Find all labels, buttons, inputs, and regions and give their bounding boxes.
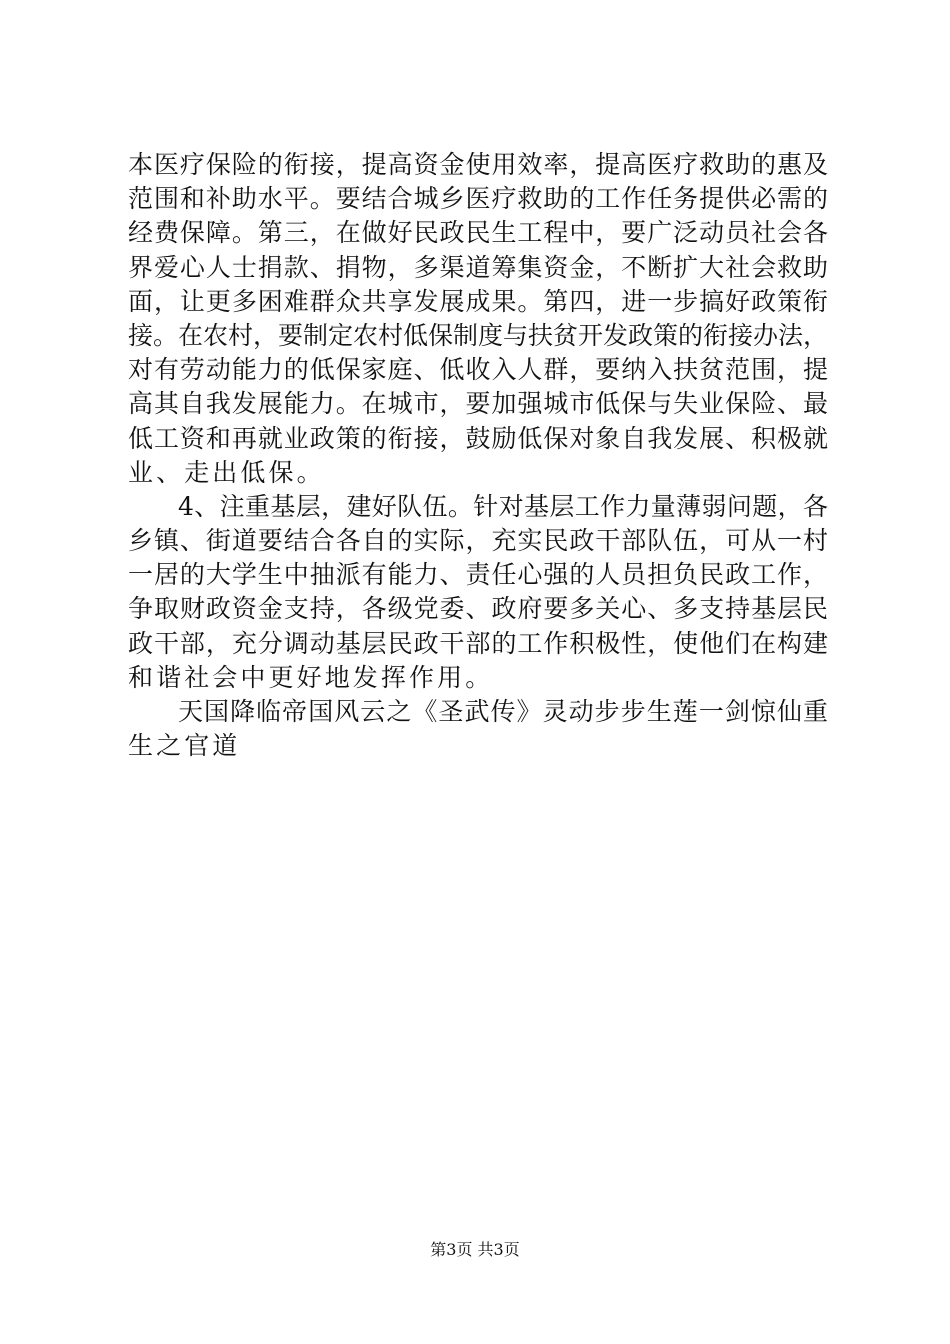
text-line: 范围和补助水平。要结合城乡医疗救助的工作任务提供必需的 — [128, 184, 828, 214]
body-text — [128, 148, 828, 763]
text-line: 业、走出低保。 — [128, 457, 325, 487]
text-line: 天国降临帝国风云之《圣武传》灵动步步生莲一剑惊仙重 — [178, 697, 828, 726]
text-line: 一居的大学生中抽派有能力、责任心强的人员担负民政工作， — [128, 560, 828, 590]
text-line: 高其自我发展能力。在城市，要加强城市低保与失业保险、最 — [128, 389, 828, 419]
text-line: 争取财政资金支持，各级党委、政府要多关心、多支持基层民 — [128, 594, 828, 624]
text-line: 乡镇、街道要结合各自的实际，充实民政干部队伍，可从一村 — [128, 526, 828, 556]
text-line: 本医疗保险的衔接，提高资金使用效率，提高医疗救助的惠及 — [128, 150, 828, 179]
text-line: 低工资和再就业政策的衔接，鼓励低保对象自我发展、积极就 — [128, 423, 828, 453]
page-number-footer: 第3页 共3页 — [430, 1240, 520, 1259]
text-line: 面，让更多困难群众共享发展成果。第四，进一步搞好政策衔 — [128, 286, 828, 316]
text-line: 4、注重基层，建好队伍。针对基层工作力量薄弱问题，各 — [178, 491, 828, 521]
text-line: 生之官道 — [128, 731, 241, 761]
text-line: 经费保障。第三，在做好民政民生工程中，要广泛动员社会各 — [128, 218, 828, 248]
text-line: 和谐社会中更好地发挥作用。 — [128, 662, 494, 692]
text-line: 对有劳动能力的低保家庭、低收入人群，要纳入扶贫范围，提 — [128, 355, 828, 385]
text-line: 政干部，充分调动基层民政干部的工作积极性，使他们在构建 — [128, 628, 828, 658]
text-line: 界爱心人士捐款、捐物，多渠道筹集资金，不断扩大社会救助 — [128, 252, 828, 282]
text-line: 接。在农村，要制定农村低保制度与扶贫开发政策的衔接办法， — [128, 320, 829, 350]
